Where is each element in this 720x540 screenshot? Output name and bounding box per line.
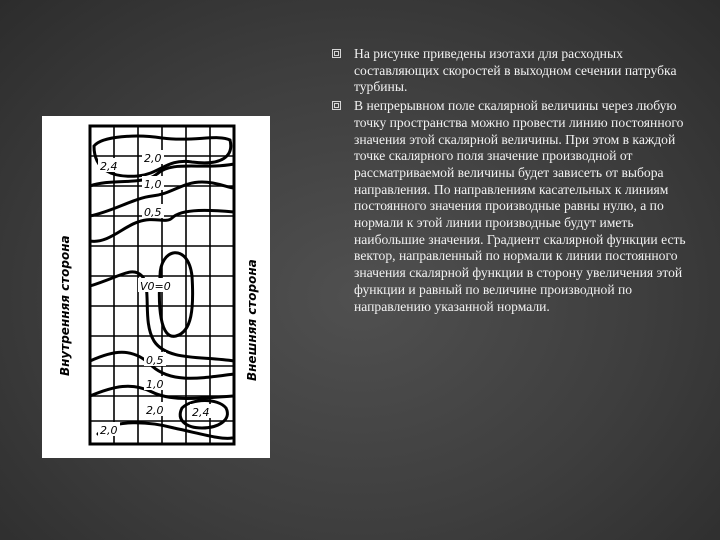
contour-label: 1,0 bbox=[146, 378, 164, 391]
square-bullet-icon bbox=[332, 101, 341, 110]
contour-label: 2,4 bbox=[100, 160, 118, 173]
isotach-figure bbox=[42, 116, 270, 458]
contour-label: 1,0 bbox=[144, 178, 162, 191]
isotach-zero-loop bbox=[159, 253, 192, 337]
bullet-item bbox=[332, 98, 690, 315]
contour-label: V0=0 bbox=[140, 280, 171, 293]
contour-label: 2,0 bbox=[146, 404, 164, 417]
isotach-diagram bbox=[42, 116, 270, 458]
square-bullet-icon bbox=[332, 49, 341, 58]
contour-label: 0,5 bbox=[146, 354, 164, 367]
bullet-item bbox=[332, 46, 690, 96]
contour-label: 2,0 bbox=[100, 424, 118, 437]
contour-label: 0,5 bbox=[144, 206, 162, 219]
bullet-list bbox=[332, 46, 690, 317]
contour-label: 2,0 bbox=[144, 152, 162, 165]
contour-label: 2,4 bbox=[192, 406, 210, 419]
inner-side-label: Внутренняя сторона bbox=[58, 235, 72, 376]
bullet-text: На рисунке приведены изотахи для расходных составляющих скоростей в выходном сечении патрубка турбины. bbox=[354, 46, 677, 95]
bullet-text: В непрерывном поле скалярной величины через любую точку пространства можно провести линию постоянного значения этой скалярной величины. При этом в каждой точке скалярного поля значение производной от рассматриваемой величины будет зависеть от выбора направления. По направлениям касательных к линиям постоянного значения производные равны нулю, а по нормали к этой линии производные будут иметь наибольшие значения. Градиент скалярной функции есть вектор, направленный по нормали к линии постоянного значения скалярной функции в сторону увеличения этой функции и равный по величине производной по направлению указанной нормали. bbox=[354, 98, 686, 314]
outer-side-label: Внешняя сторона bbox=[245, 259, 259, 381]
